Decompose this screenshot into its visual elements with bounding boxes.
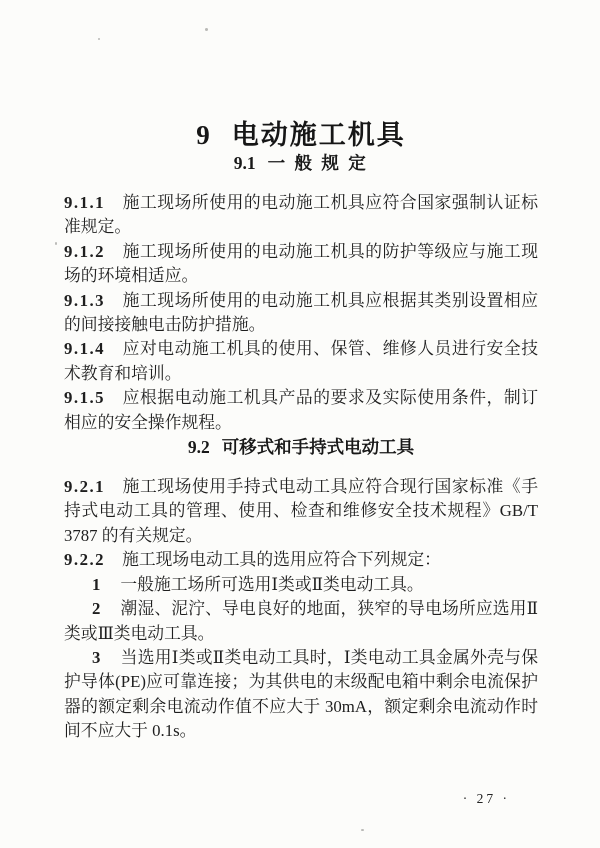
chapter-number: 9 <box>196 120 212 150</box>
clause-number: 9.2.2 <box>64 550 106 570</box>
clause-number: 9.1.5 <box>64 388 106 408</box>
chapter-title <box>64 0 538 151</box>
clause-9-1-2 <box>64 240 538 289</box>
clause-9-1-4 <box>64 337 538 386</box>
item-number: 2 <box>92 599 101 619</box>
section-heading-9-1 <box>64 151 538 175</box>
clause-text: 施工现场使用手持式电动工具应符合现行国家标准《手持式电动工具的管理、使用、检查和维修安全技术规程》GB/T 3787 的有关规定。 <box>64 477 538 545</box>
clause-number: 9.2.1 <box>64 477 106 497</box>
item-number: 3 <box>92 647 101 667</box>
clause-number: 9.1.2 <box>64 241 106 261</box>
scan-speck <box>361 829 364 831</box>
page-number: · 27 · <box>462 791 510 806</box>
list-item-1 <box>64 573 538 597</box>
clause-9-1-3 <box>64 289 538 338</box>
clause-number: 9.1.1 <box>64 193 106 212</box>
scan-speck <box>205 28 208 31</box>
clause-9-2-2 <box>64 548 538 572</box>
clause-text: 应对电动施工机具的使用、保管、维修人员进行安全技术教育和培训。 <box>64 339 538 383</box>
chapter-title-text: 电动施工机具 <box>231 120 406 150</box>
scan-speck <box>55 242 57 245</box>
list-item-2 <box>64 597 538 646</box>
clause-9-1-5 <box>64 386 538 435</box>
section-title-text: 一 般 规 定 <box>267 153 369 173</box>
clause-number: 9.1.3 <box>64 290 106 310</box>
list-item-3 <box>64 646 538 744</box>
section-title-text: 可移式和手持式电动工具 <box>221 437 415 458</box>
item-text: 潮湿、泥泞、导电良好的地面，狭窄的导电场所应选用Ⅱ类或Ⅲ类电动工具。 <box>64 599 538 643</box>
item-number: 1 <box>92 574 101 594</box>
clause-text: 施工现场电动工具的选用应符合下列规定： <box>122 550 441 570</box>
clause-text: 施工现场所使用的电动施工机具应符合国家强制认证标准规定。 <box>64 193 538 237</box>
item-text: 当选用Ⅰ类或Ⅱ类电动工具时，Ⅰ类电动工具金属外壳与保护导体(PE)应可靠连接；为其供电的末级配电箱中剩余电流保护器的额定剩余电流动作值不应大于 30mA，额定剩余电流动作时间不应大于 0.1s。 <box>64 647 538 741</box>
page-content <box>64 0 538 744</box>
section-heading-9-2 <box>64 435 538 459</box>
section-number: 9.2 <box>187 437 210 458</box>
clause-number: 9.1.4 <box>64 339 106 359</box>
clause-text: 施工现场所使用的电动施工机具的防护等级应与施工现场的环境相适应。 <box>64 241 538 286</box>
clause-9-1-1 <box>64 191 538 240</box>
clause-text: 应根据电动施工机具产品的要求及实际使用条件，制订相应的安全操作规程。 <box>64 388 538 432</box>
clause-text: 施工现场所使用的电动施工机具应根据其类别设置相应的间接接触电击防护措施。 <box>64 290 538 335</box>
clause-9-2-1 <box>64 475 538 548</box>
item-text: 一般施工场所可选用Ⅰ类或Ⅱ类电动工具。 <box>120 574 424 594</box>
scan-speck <box>98 38 100 40</box>
section-number: 9.1 <box>233 153 256 173</box>
